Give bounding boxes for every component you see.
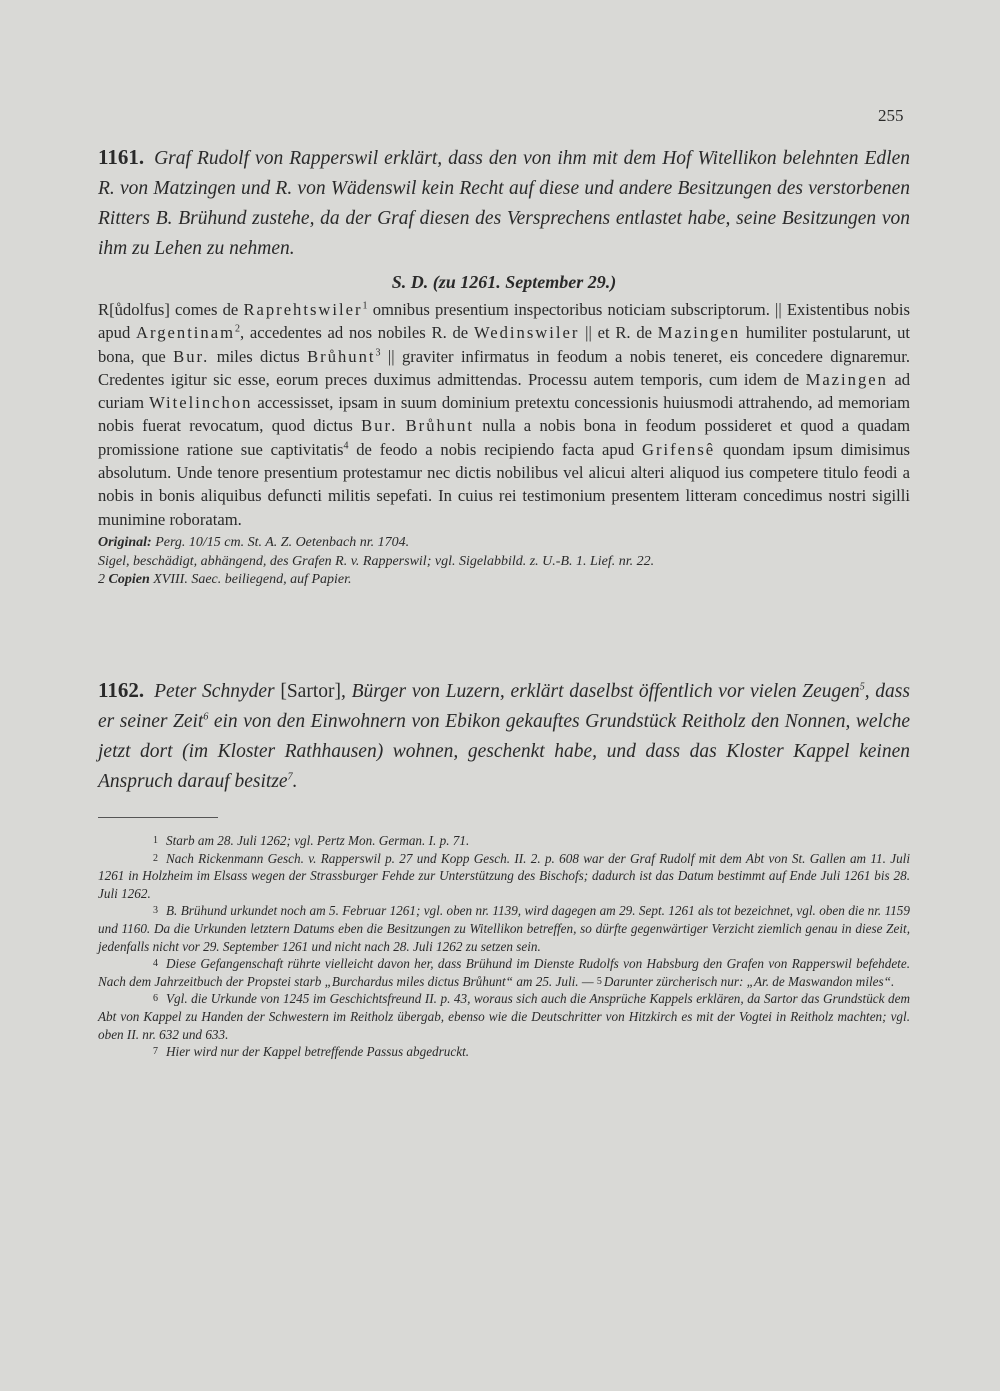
- charter-1162: [98, 675, 910, 797]
- charter-1162-heading: [98, 675, 910, 797]
- footnote-1: [98, 832, 910, 850]
- person-name: Bur.: [173, 346, 210, 366]
- text-run: miles dictus: [209, 346, 308, 366]
- footnote-3: [98, 902, 910, 955]
- note-original: [98, 534, 910, 553]
- note-copies: [98, 571, 910, 590]
- text-run: .: [292, 771, 298, 792]
- footnote-text: Hier wird nur der Kappel betreffende Passus abgedruckt.: [166, 1044, 470, 1060]
- footnote-ref: 3: [375, 347, 381, 359]
- text-run: [397, 416, 405, 435]
- person-name: Brůhunt: [307, 346, 376, 366]
- text-run: Peter Schnyder: [154, 681, 281, 702]
- text-run: humiliter postularunt, ut bona, que: [98, 323, 910, 366]
- place-name: Argentinam: [136, 323, 235, 343]
- text-run: || graviter infirmatus in feodum a nobis teneret, eis concedere dignaremur. Credentes igitur sic esse, eorum preces duximus admittendas. Processu autem temporis, cum idem de: [98, 346, 910, 389]
- footnote-ref: 4: [343, 440, 349, 452]
- footnote-ref: 5: [859, 681, 865, 693]
- footnote-text: Vgl. die Urkunde von 1245 im Geschichtsfreund II. p. 43, woraus sich auch die Ansprüche Kappels erklären, da Sartor das Grundstück dem Abt von Kappel zu Handen der Schwestern im Reitholz übergab, ebenso wie die Deutschritter von Hitzkirch es mit der Vogtei in Reitholz machten; vgl. oben II. nr. 632 und 633.: [98, 991, 910, 1042]
- text-run: ad curiam: [98, 369, 910, 413]
- person-name: Brůhunt: [405, 416, 474, 436]
- note-label: Original:: [98, 534, 152, 550]
- footnote-text: Starb am 28. Juli 1262; vgl. Pertz Mon. German. I. p. 71.: [166, 833, 470, 848]
- text-run: de feodo a nobis recipiendo facta apud: [348, 439, 643, 459]
- text-run: [Sartor]: [280, 681, 341, 702]
- footnote-index: 3: [153, 905, 158, 917]
- place-name: Grifensê: [642, 439, 716, 459]
- footnote-index: 2: [153, 852, 158, 864]
- note-text: 2: [98, 572, 109, 588]
- charter-number: 1161.: [98, 145, 145, 169]
- footnote-divider: [98, 817, 218, 818]
- footnote-text: Nach Rickenmann Gesch. v. Rapperswil p. 27 und Kopp Gesch. II. 2. p. 608 war der Graf Rudolf mit dem Abt von St. Gallen am 11. Juli 1261 in Holzheim im Elsass wegen der Strassburger Fehde zur Unterstützung des Bischofs; dadurch ist das Datum bestimmt auf Ende Juli 1261 bis 28. Juli 1262.: [98, 850, 910, 901]
- footnote-text: B. Brühund urkundet noch am 5. Februar 1261; vgl. oben nr. 1139, wird dagegen am 29. Sept. 1261 als tot bezeichnet, vgl. oben die nr. 1159 und 1160. Da die Urkunden letztern Datums eben die Besitzungen zu Witellikon betreffen, so dürfte gegenwärtiger Verzicht ziemlich genau in diese Zeit, jedenfalls nicht vor 29. September 1261 und nicht nach 28. Juli 1262 zu setzen sein.: [98, 903, 910, 954]
- place-name: Mazingen: [657, 323, 741, 343]
- text-run: || et R. de: [579, 323, 658, 343]
- text-run: R[ůdolfus] comes de: [98, 300, 244, 319]
- charter-date: S. D. (zu 1261. September 29.): [391, 272, 617, 292]
- footnote-text: Diese Gefangenschaft rührte vielleicht davon her, dass Brühund im Dienste Rudolfs von Habsburg den Grafen von Rapperswil befehdete. Nach dem Jahrzeitbuch der Propstei starb „Burchardus miles dictus Brůhunt“ am 25. Juli. —: [98, 956, 910, 989]
- note-label: Copien: [108, 572, 150, 588]
- footnotes: [98, 832, 910, 1061]
- text-run: , dass er seiner Zeit: [98, 681, 910, 732]
- text-run: omnibus presentium inspectoribus noticiam subscriptorum. || Existentibus nobis apud: [98, 300, 910, 343]
- footnote-4-5: [98, 955, 910, 990]
- footnote-ref: 1: [362, 300, 368, 312]
- text-run: quondam ipsum dimisimus absolutum. Unde tenore presentium protestamur nec dictis nobilibus vel alicui alteri aliquod ius competere titulo feodi a nobis in bonis aliquibus defuncti militis sepefati. In cuius rei testimonium presentem litteram concedimus nostri sigilli munimine roboratam.: [98, 439, 910, 529]
- charter-1161-heading: [98, 142, 910, 264]
- charter-notes: [98, 534, 910, 590]
- person-name: Bur.: [361, 416, 398, 436]
- text-run: , accedentes ad nos nobiles R. de: [240, 323, 474, 343]
- charter-summary: Graf Rudolf von Rapperswil erklärt, dass den von ihm mit dem Hof Witellikon belehnten Edlen R. von Matzingen und R. von Wädenswil kein Recht auf diese und andere Besitzungen des verstorbenen Ritters B. Brühund zustehe, da der Graf diesen des Versprechens entlastet habe, seine Besitzungen von ihm zu Lehen zu nehmen.: [98, 148, 910, 259]
- note-text: XVIII. Saec. beiliegend, auf Papier.: [149, 572, 352, 588]
- footnote-2: [98, 850, 910, 903]
- place-name: Raprehtswiler: [243, 300, 363, 319]
- text-run: , Bürger von Luzern, erklärt daselbst öffentlich vor vielen Zeugen: [340, 681, 860, 702]
- footnote-ref: 2: [235, 323, 240, 335]
- note-text: Perg. 10/15 cm. St. A. Z. Oetenbach nr. 1704.: [151, 534, 410, 550]
- charter-1161: [98, 142, 910, 590]
- footnote-ref: 7: [287, 771, 293, 783]
- place-name: Witelinchon: [149, 393, 253, 413]
- note-seal: Sigel, beschädigt, abhängend, des Grafen R. v. Rapperswil; vgl. Sigelabbild. z. U.-B. 1. Lief. nr. 22.: [98, 553, 655, 569]
- footnote-index: 6: [153, 993, 158, 1005]
- charter-text: [98, 298, 910, 531]
- footnote-index: 5: [596, 975, 602, 987]
- page-number: 255: [878, 106, 904, 125]
- footnote-text: Darunter zürcherisch nur: „Ar. de Maswandon miles“.: [603, 973, 895, 989]
- footnote-6: [98, 990, 910, 1043]
- footnote-index: 1: [153, 835, 158, 846]
- text-run: accessisset, ipsam in suum dominium pretextu concessionis huiusmodi attrahendo, ad memoriam nobis fuerat revocatum, quod dictus: [98, 393, 910, 436]
- place-name: Wedinswiler: [473, 323, 580, 343]
- footnote-index: 4: [153, 958, 158, 970]
- footnote-ref: 6: [203, 711, 209, 723]
- charter-number: 1162.: [98, 678, 145, 702]
- text-run: nulla a nobis bona in feodum possideret et quod a quadam promissione ratione sue captivitatis: [98, 416, 910, 459]
- footnote-index: 7: [153, 1046, 158, 1058]
- text-run: ein von den Einwohnern von Ebikon gekauftes Grundstück Reitholz den Nonnen, welche jetzt dort (im Kloster Rathhausen) wohnen, geschenkt habe, und dass das Kloster Kappel keinen Anspruch darauf besitze: [98, 711, 910, 792]
- footnote-7: [98, 1043, 910, 1061]
- place-name: Mazingen: [805, 369, 888, 389]
